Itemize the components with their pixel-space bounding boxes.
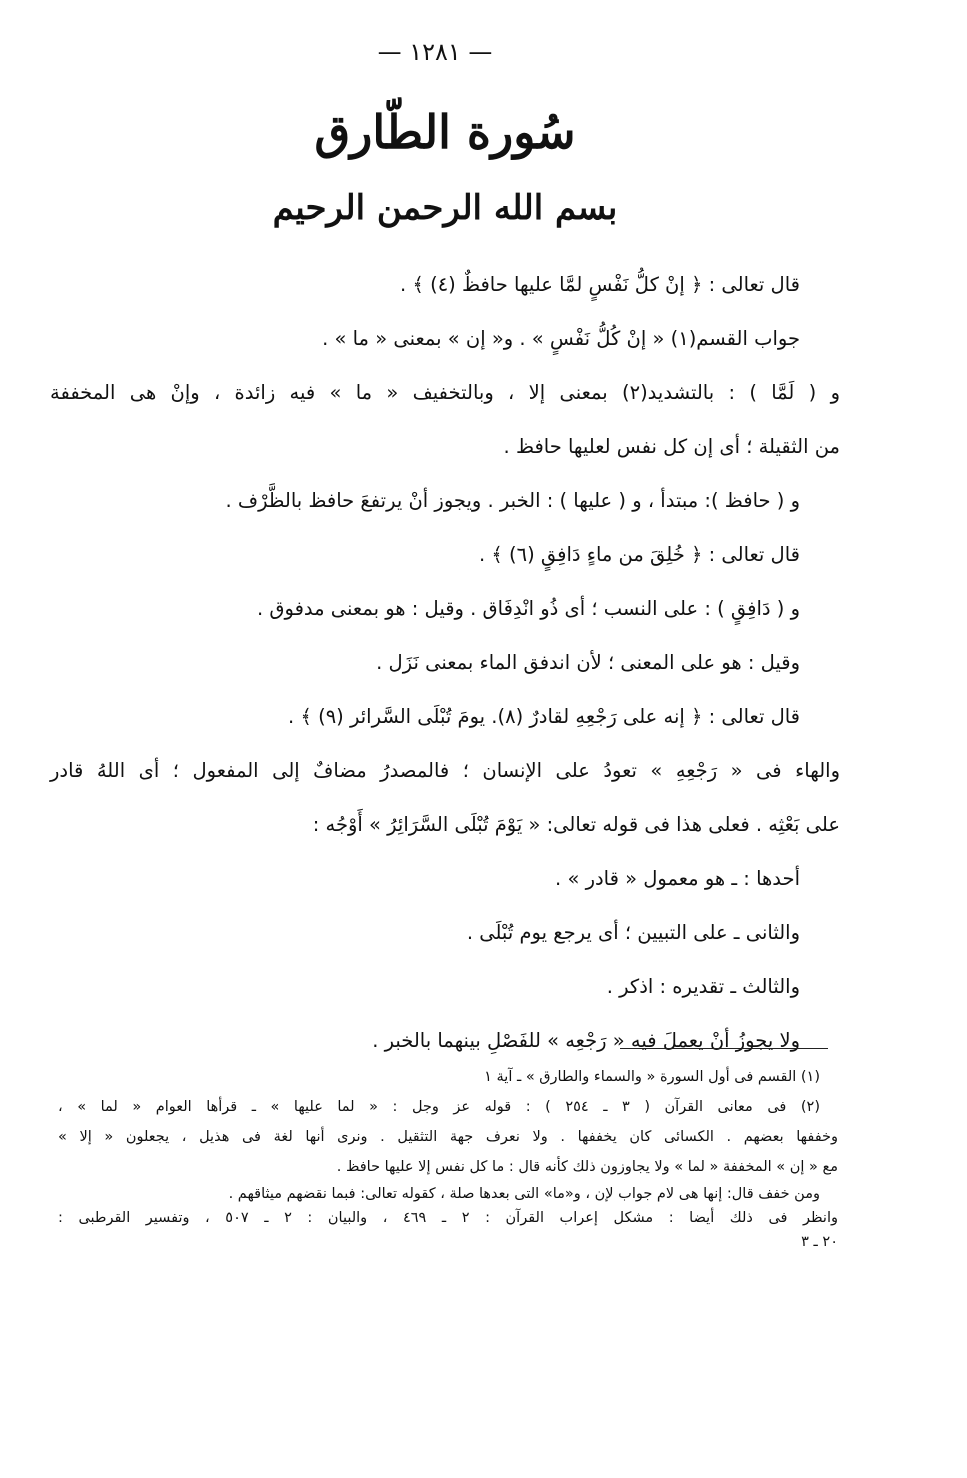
footnote-line: (١) القسم فى أول السورة « والسماء والطارق » ـ آية ١ [484, 1069, 820, 1085]
footnote-line: ومن خفف قال: إنها هى لام جواب لإن ، و«ما» التى بعدها صلة ، كقوله تعالى: فبما نقضهم ميثاقهم . [228, 1186, 820, 1202]
text-line: من الثقيلة ؛ أى إن كل نفس لعليها حافظ . [503, 435, 840, 458]
footnote-line: (٢) فى معانى القرآن ( ٣ ـ ٢٥٤ ) : قوله عز وجل : « لما عليها » ـ قرأها العوام « لما » ، [58, 1099, 821, 1115]
footnotes [58, 1062, 838, 1254]
text-line: و ( لَمَّا ) : بالتشديد(٢) بمعنى إلا ، وبالتخفيف « ما » فيه زائدة ، وإنْ هى المخففة [50, 381, 840, 404]
footnote-line: مع « إن » المخففة « لما » ولا يجاوزون ذلك كأنه قال : ما كل نفس إلا عليها حافظ . [336, 1159, 838, 1175]
text-line: و ( دَافِقٍ ) : على النسب ؛ أى ذُو انْدِفَاق . وقيل : هو بمعنى مدفوق . [256, 597, 800, 620]
text-line: قال تعالى : ﴿ خُلِقَ من ماءٍ دَافِقٍ (٦) ﴾ . [478, 543, 800, 566]
text-line: ولا يجوزُ أنْ يعملَ فيه « رَجْعِه » للفَصْلِ بينهما بالخبر . [372, 1029, 800, 1052]
footnote-line: وانظر فى ذلك أيضا : مشكل إعراب القرآن : ٢ ـ ٤٦٩ ، والبيان : ٢ ـ ٥٠٧ ، وتفسير القرطبى : [58, 1210, 838, 1226]
text-line: والهاء فى « رَجْعِهِ » تعودُ على الإنسان ؛ فالمصدرُ مضافٌ إلى المفعول ؛ أى اللهُ قادر [50, 759, 840, 782]
text-line: على بَعْثِه . فعلى هذا فى قوله تعالى: « يَوْمَ تُبْلَى السَّرَائِرُ » أَوْجُه : [312, 813, 840, 836]
text-line: والثالث ـ تقديره : اذكر . [606, 975, 800, 998]
footnote-line: وخففها بعضهم . الكسائى كان يخففها . ولا نعرف جهة التثقيل . ونرى أنها لغة فى هذيل ، يجعلون « إلا » [58, 1129, 838, 1145]
main-text [50, 258, 840, 1068]
text-line: و ( حافظ ): مبتدأ ، و ( عليها ) : الخبر . ويجوز أنْ يرتفعَ حافظ بالظَّرْف . [225, 489, 800, 512]
text-line: وقيل : هو على المعنى ؛ لأن اندفق الماء بمعنى نَزَل . [376, 651, 800, 674]
text-line: قال تعالى : ﴿ إنه على رَجْعِهِ لقادرٌ (٨). يومَ تُبْلَى السَّرائر (٩) ﴾ . [288, 705, 800, 728]
text-line: قال تعالى : ﴿ إنْ كلُّ نَفْسٍ لمَّا عليها حافظٌ (٤) ﴾ . [400, 273, 800, 296]
basmala: بسم الله الرحمن الرحيم [272, 188, 618, 228]
page-number: — ١٢٨١ — [377, 38, 493, 66]
surah-title: سُورة الطّارق [314, 105, 576, 159]
text-line: والثانى ـ على التبيين ؛ أى يرجع يوم تُبْلَى . [466, 921, 800, 944]
footnote-line: ٢٠ ـ ٣ [801, 1234, 838, 1250]
text-line: جواب القسم(١) « إنْ كُلُّ نَفْسٍ » . و« إن » بمعنى « ما » . [322, 327, 800, 350]
footnote-separator [620, 1048, 828, 1049]
text-line: أحدها : ـ هو معمول « قادر » . [555, 867, 800, 890]
